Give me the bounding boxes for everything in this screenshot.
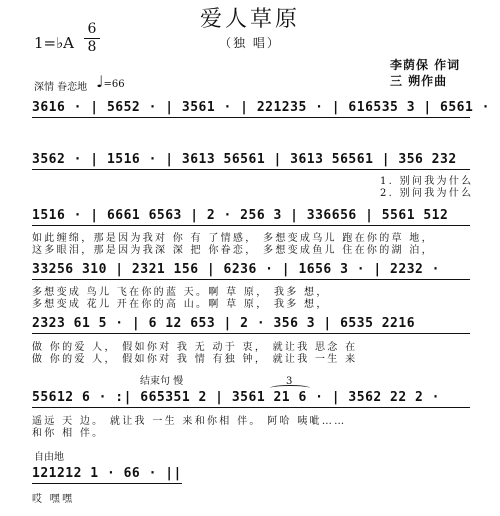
time-sig-bottom: 8 — [87, 39, 97, 55]
score-row-1: 3616 · | 5652 · | 3561 · | 221235 · | 616535 3 | 6561 · — [32, 100, 490, 115]
score-row-2: 3562 · | 1516 · | 3613 56561 | 3613 56561 | 356 232 — [32, 152, 457, 167]
lyric-row-4-b: 多想变成 花儿 开在你的高 山。啊 草 原， 我多 想， — [32, 299, 329, 310]
score-row-6: 55612 6 · :| 665351 2 | 3561 21 6 · | 3562 22 2 · — [32, 390, 441, 405]
subtitle: （独 唱） — [219, 36, 281, 50]
tempo-value: =66 — [103, 79, 125, 90]
composer-credit: 三 朔作曲 — [390, 74, 448, 88]
volta-lyric-1: 1. 别问我为什么 — [380, 176, 474, 187]
lyric-row-4-a: 多想变成 鸟儿 飞在你的蓝 天。啊 草 原， 我多 想， — [32, 287, 329, 298]
score-row-5: 2323 61 5 · | 6 12 653 | 2 · 356 3 | 6535 2216 — [32, 316, 416, 331]
lyric-row-5-a: 做 你的爱 人， 假如你对 我 无 动于 衷， 就让我 思念 在 — [32, 342, 358, 353]
score-row-7: 121212 1 · 66 · || — [32, 466, 182, 481]
time-signature — [84, 22, 100, 55]
lyric-row-5-b: 做 你的爱 人， 假如你对 我 情 有独 钟， 就让我 一生 来 — [32, 354, 358, 365]
expression-mark: 深情 眷恋地 — [34, 82, 88, 93]
free-tempo-mark: 自由地 — [34, 452, 64, 463]
lyric-row-3-b: 这多眼泪，那是因为我深 深 把 你眷恋， 多想变成鱼儿 住在你的湖 泊， — [32, 245, 434, 256]
volta-lyric-2: 2. 别问我为什么 — [380, 188, 474, 199]
quarter-note-icon: ♩ — [96, 72, 104, 91]
score-row-4: 33256 310 | 2321 156 | 6236 · | 1656 3 · | 2232 · — [32, 262, 441, 277]
time-sig-top: 6 — [87, 21, 97, 37]
score-row-3: 1516 · | 6661 6563 | 2 · 256 3 | 336656 | 5561 512 — [32, 208, 449, 223]
tempo-mark — [96, 72, 125, 91]
ending-phrase-mark: 结束句 慢 — [140, 376, 184, 387]
page-title: 爱人草原 — [199, 7, 300, 32]
triplet-mark: 3 — [286, 376, 293, 387]
lyric-row-6-a: 遥远 天 边。 就让我 一生 来和你相 伴。 阿哈 咦呲…… — [32, 416, 347, 427]
lyric-row-3-a: 如此缠绵，那是因为我对 你 有 了情感， 多想变成乌儿 跑在你的草 地， — [32, 233, 434, 244]
key-signature: 1=♭A — [34, 34, 75, 52]
lyric-row-7: 哎 嘿嘿 — [32, 494, 75, 505]
lyricist-credit: 李荫保 作词 — [390, 58, 461, 72]
lyric-row-6-b: 和你 相 伴。 — [32, 428, 105, 439]
